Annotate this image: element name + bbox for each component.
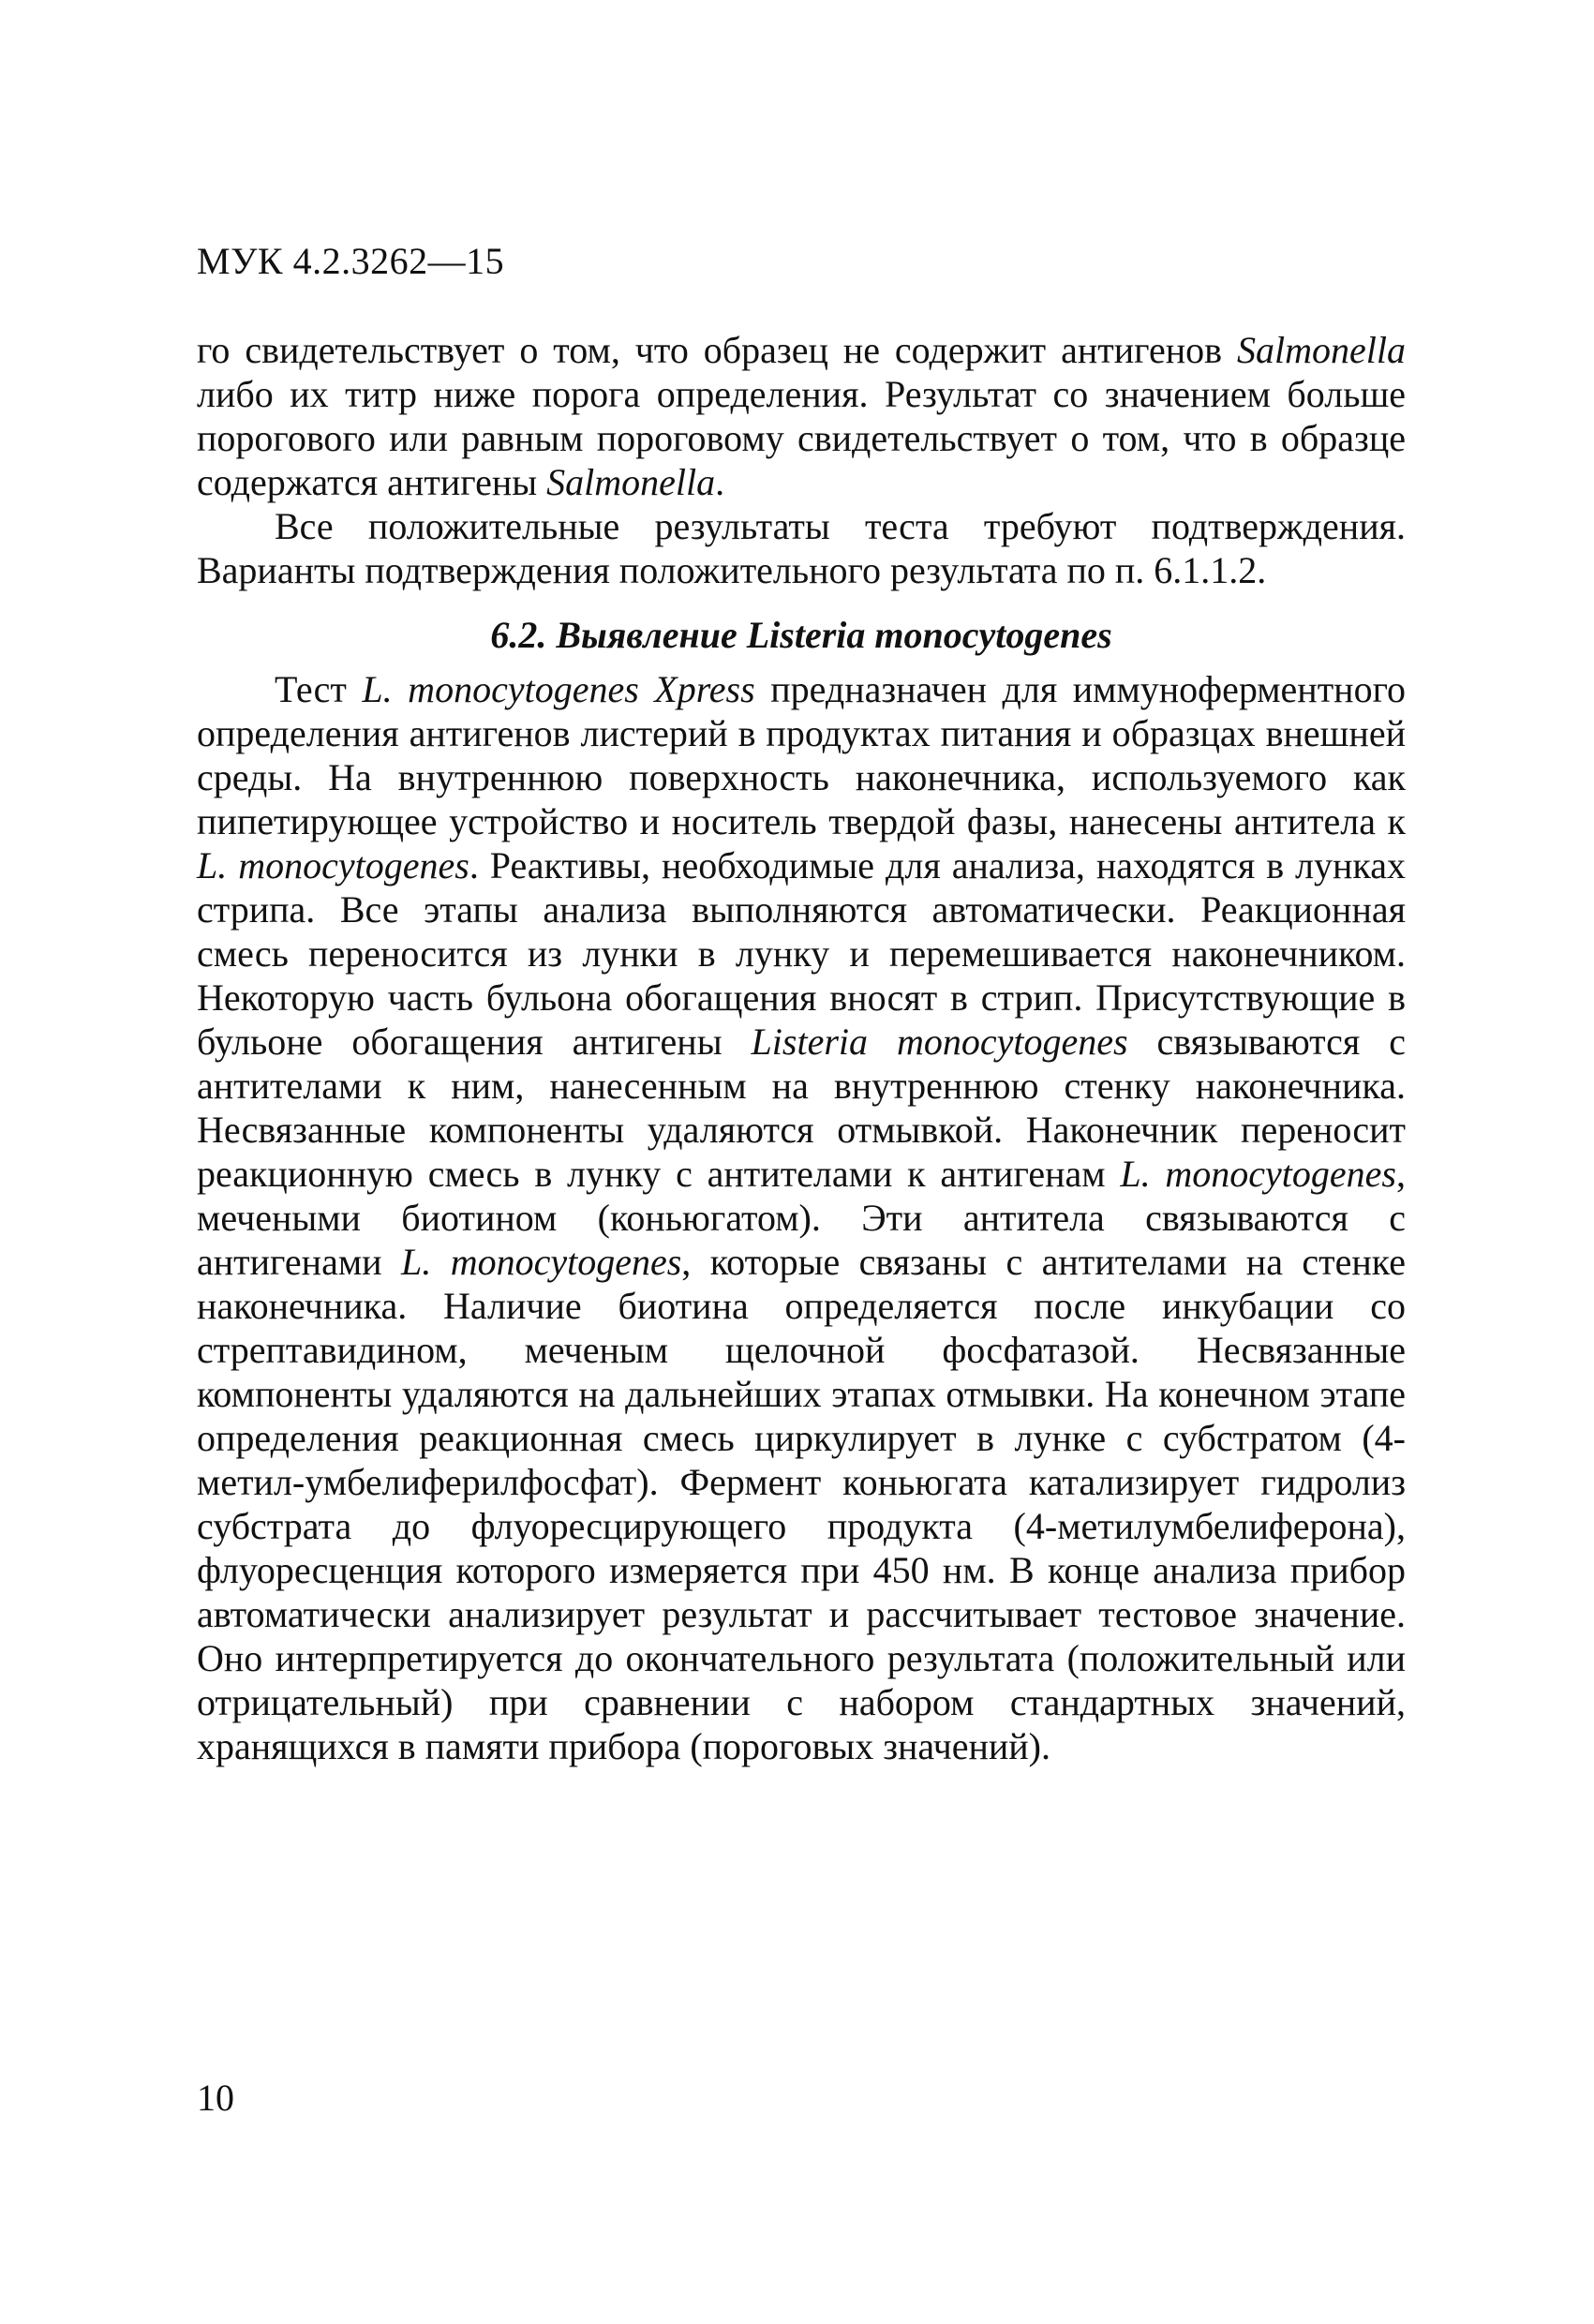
para1-italic-salmonella-2: Salmonella [546,461,716,503]
para1-text-3: . [715,461,725,503]
para3-text-5: , мечеными биотином (коньюгатом). Эти антитела связываются с антигенами [197,1153,1406,1283]
para3-italic-5: L. monocytogenes [401,1241,682,1283]
section-heading [197,613,1406,658]
paragraph-salmonella-result [197,328,1406,504]
para3-text-1: Тест [275,668,363,710]
paragraph-confirmation: Все положительные результаты теста требуют подтверждения. Варианты подтверждения положительного результата по п. 6.1.1.2. [197,505,1406,591]
para3-text-6: , которые связаны с антителами на стенке наконечника. Наличие биотина определяется после инкубации со стрептавидином, меченым щелочной фосфатазой. Несвязанные компоненты удаляются на дальнейших этапах отмывки. На конечном этапе определения реакционная смесь циркулирует в лунке с субстратом (4-метил-умбелиферилфосфат). Фермент коньюгата катализирует гидролиз субстрата до флуоресцирующего продукта (4-метилумбелиферона), флуоресценция которого измеряется при 450 нм. В конце анализа прибор автоматически анализирует результат и рассчитывает тестовое значение. Оно интерпретируется до окончательного результата (положительный или отрицательный) при сравнении с набором стандартных значений, хранящихся в памяти прибора (пороговых значений). [197,1241,1406,1767]
para3-italic-2: L. monocytogenes [197,844,469,886]
paragraph-listeria-test [197,667,1406,1768]
para1-text-1: го свидетельствует о том, что образец не содержит антигенов [197,329,1238,371]
para3-italic-3: Listeria monocytogenes [751,1020,1128,1063]
para1-text-2: либо их титр ниже порога определения. Результат со значением больше порогового или равным пороговому свидетельствует о том, что в образце содержатся антигены [197,373,1406,503]
document-code-header: МУК 4.2.3262—15 [197,240,505,282]
body-text [197,328,1406,1768]
para3-italic-4: L. monocytogenes [1120,1153,1396,1195]
section-title-plain: Выявление [556,614,737,656]
section-number: 6.2. [490,614,547,656]
para3-text-3: . Реактивы, необходимые для анализа, находятся в лунках стрипа. Все этапы анализа выполняются автоматически. Реакционная смесь переносится из лунки в лунку и перемешивается наконечником. Некоторую часть бульона обогащения вносят в стрип. Присутствующие в бульоне обогащения антигены [197,844,1407,1063]
para1-italic-salmonella-1: Salmonella [1237,329,1406,371]
para3-italic-1: L. monocytogenes Xpress [362,668,755,710]
para3-text-2: предназначен для иммуноферментного определения антигенов листерий в продуктах питания и образцах внешней среды. На внутреннюю поверхность наконечника, используемого как пипетирующее устройство и носитель твердой фазы, нанесены антитела к [197,668,1406,842]
section-title-italic: Listeria monocytogenes [746,614,1112,656]
page-number: 10 [197,2077,234,2119]
para3-text-4: связываются с антителами к ним, нанесенным на внутреннюю стенку наконечника. Несвязанные компоненты удаляются отмывкой. Наконечник переносит реакционную смесь в лунку с антителами к антигенам [197,1020,1407,1195]
